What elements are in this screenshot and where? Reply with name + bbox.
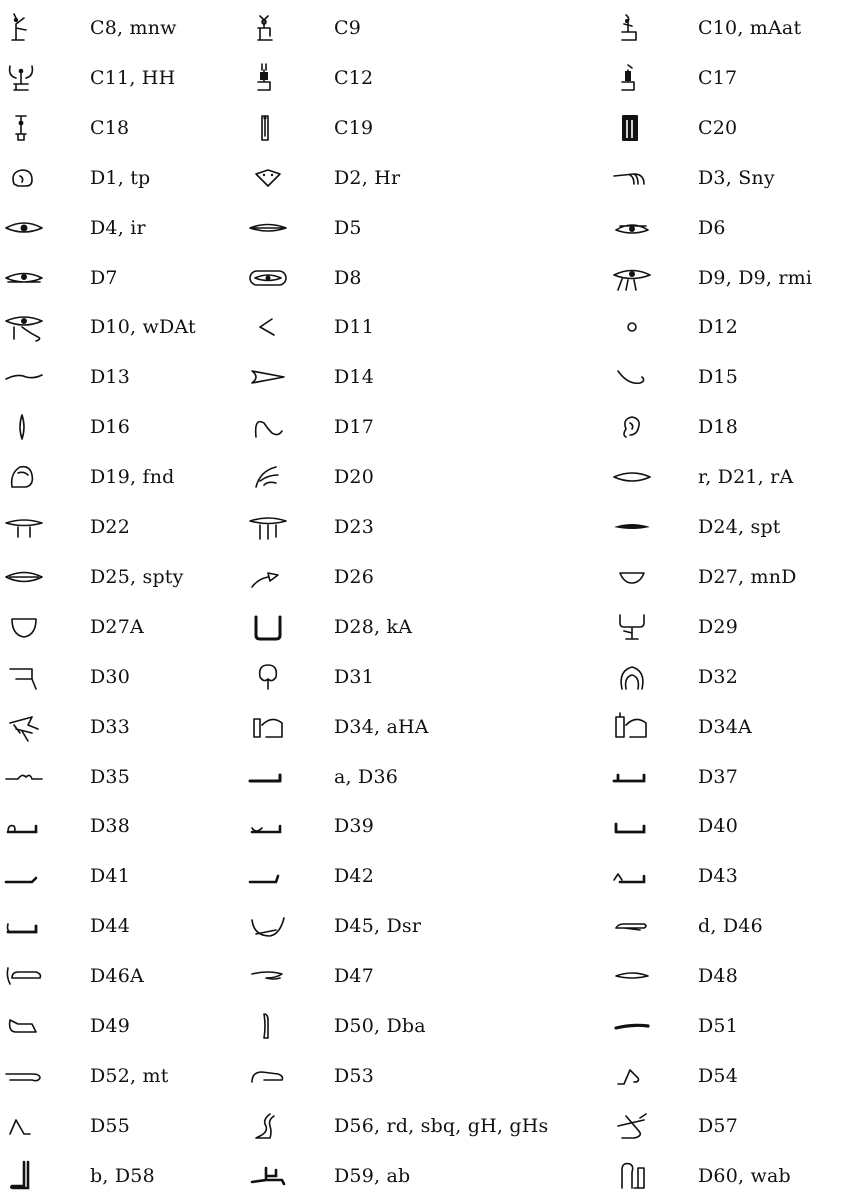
- head-profile-icon: [2, 162, 46, 194]
- sign-label: D45, Dsr: [334, 915, 422, 938]
- sign-row: [0, 607, 850, 647]
- sign-label: C11, HH: [90, 66, 176, 89]
- sign-entry: [244, 607, 608, 647]
- arm-nehbet-wand-icon: [246, 910, 290, 942]
- ka-arms-icon: [246, 611, 290, 643]
- ka-with-tail-icon: [2, 661, 46, 693]
- sign-entry: [0, 258, 244, 298]
- sign-label: D42: [334, 865, 375, 888]
- sign-label: D23: [334, 516, 375, 538]
- sign-entry: [244, 1106, 608, 1146]
- sign-label: C18: [90, 116, 130, 139]
- sign-label: C19: [334, 116, 374, 139]
- eye-weeping-icon: [610, 262, 654, 294]
- sign-entry: [608, 357, 848, 397]
- sign-label: D51: [698, 1015, 739, 1037]
- sign-entry: [0, 208, 244, 248]
- sign-label: D38: [90, 815, 131, 838]
- sign-label: a, D36: [334, 765, 399, 788]
- two-lips-icon: [2, 561, 46, 593]
- sign-label: D29: [698, 615, 739, 638]
- sign-entry: [608, 956, 848, 996]
- sign-label: D2, Hr: [334, 166, 401, 189]
- sign-entry: [0, 407, 244, 447]
- sign-entry: [608, 707, 848, 747]
- sign-label: D53: [334, 1064, 375, 1087]
- forearm-flail-icon: [610, 860, 654, 892]
- sign-entry: [608, 657, 848, 697]
- seated-goddess-maat-icon: [610, 12, 654, 44]
- sign-entry: [608, 1106, 848, 1146]
- sign-label: D14: [334, 366, 375, 389]
- sign-row: [0, 108, 850, 148]
- sign-label: D3, Sny: [698, 166, 775, 189]
- mummiform-ptah-icon: [246, 112, 290, 144]
- sign-entry: [608, 806, 848, 846]
- sign-entry: [0, 956, 244, 996]
- god-tatenen-icon: [2, 112, 46, 144]
- legs-walking-icon: [610, 1060, 654, 1092]
- forearm-palm-down-icon: [2, 860, 46, 892]
- sign-label: D41: [90, 865, 131, 888]
- arms-shield-mace-icon: [610, 711, 654, 743]
- sign-entry: [608, 1006, 848, 1046]
- sign-entry: [244, 407, 608, 447]
- sign-label: D48: [698, 965, 739, 988]
- sign-label: D28, kA: [334, 615, 413, 638]
- sign-label: D26: [334, 565, 375, 588]
- sign-entry: [0, 457, 244, 497]
- sign-entry: [0, 357, 244, 397]
- sign-entry: [0, 1056, 244, 1096]
- sign-label: D22: [90, 516, 131, 538]
- sign-entry: [244, 956, 608, 996]
- arms-shield-axe-icon: [246, 711, 290, 743]
- sign-entry: [0, 1156, 244, 1196]
- sign-entry: [244, 307, 608, 347]
- sign-entry: [608, 108, 848, 148]
- sign-row: [0, 407, 850, 447]
- sign-entry: [244, 856, 608, 896]
- sign-label: C17: [698, 66, 738, 89]
- sign-entry: [0, 58, 244, 98]
- sign-entry: [244, 657, 608, 697]
- sign-label: D8: [334, 266, 362, 289]
- wedjat-eye-icon: [2, 311, 46, 343]
- sign-row: [0, 357, 850, 397]
- sign-entry: [244, 58, 608, 98]
- sign-entry: [0, 8, 244, 48]
- sign-entry: [0, 1006, 244, 1046]
- phallus-icon: [2, 1060, 46, 1092]
- sign-row: [0, 507, 850, 547]
- sign-label: D1, tp: [90, 166, 151, 189]
- sign-entry: [608, 407, 848, 447]
- sign-entry: [0, 507, 244, 547]
- sign-entry: [244, 906, 608, 946]
- ptah-in-shrine-icon: [610, 112, 654, 144]
- sign-label: C12: [334, 66, 374, 89]
- sign-label: C10, mAat: [698, 17, 802, 39]
- sign-label: C20: [698, 116, 738, 139]
- sign-label: r, D21, rA: [698, 466, 794, 489]
- sign-label: d, D46: [698, 915, 763, 938]
- seated-goddess-hathor-icon: [246, 12, 290, 44]
- sign-row: [0, 1156, 850, 1196]
- sign-entry: [244, 507, 608, 547]
- sign-label: D4, ir: [90, 216, 146, 239]
- sign-entry: [244, 108, 608, 148]
- forearm-sekhem-icon: [2, 910, 46, 942]
- sign-label: D43: [698, 865, 739, 888]
- forearm-palm-down-bent-icon: [246, 860, 290, 892]
- finger-icon: [246, 1010, 290, 1042]
- wedjat-triangle-icon: [246, 361, 290, 393]
- sign-label: D30: [90, 665, 131, 688]
- eye-paint-icon: [246, 212, 290, 244]
- sign-label: D35: [90, 765, 131, 788]
- sign-row: [0, 856, 850, 896]
- sign-label: b, D58: [90, 1164, 155, 1187]
- sign-entry: [608, 856, 848, 896]
- hair-lock-icon: [610, 162, 654, 194]
- sign-row: [0, 657, 850, 697]
- sign-row: [0, 208, 850, 248]
- sign-entry: [608, 158, 848, 198]
- eye-antimony-icon: [2, 262, 46, 294]
- sign-entry: [0, 557, 244, 597]
- sign-entry: [0, 806, 244, 846]
- wedjat-part-icon: [246, 311, 290, 343]
- sign-entry: [244, 1156, 608, 1196]
- seated-god-montu-icon: [610, 62, 654, 94]
- sign-entry: [0, 158, 244, 198]
- sign-entry: [608, 307, 848, 347]
- sign-label: D27A: [90, 615, 144, 638]
- sign-label: D7: [90, 266, 118, 289]
- eye-enclosed-icon: [246, 262, 290, 294]
- face-icon: [246, 162, 290, 194]
- seated-god-min-icon: [2, 12, 46, 44]
- sign-row: [0, 906, 850, 946]
- sign-label: D5: [334, 216, 362, 239]
- foot-forearm-icon: [246, 1160, 290, 1192]
- sign-label: D25, spty: [90, 565, 184, 588]
- arms-rowing-icon: [2, 711, 46, 743]
- hand-curved-fingers-icon: [246, 960, 290, 992]
- sign-entry: [608, 1056, 848, 1096]
- sign-row: [0, 158, 850, 198]
- sign-label: C9: [334, 17, 362, 39]
- phallus-liquid-icon: [246, 1060, 290, 1092]
- breast-large-icon: [2, 611, 46, 643]
- sign-entry: [0, 906, 244, 946]
- sign-row: [0, 557, 850, 597]
- sign-entry: [0, 307, 244, 347]
- foot-icon: [2, 1160, 46, 1192]
- sign-entry: [244, 258, 608, 298]
- eyebrow-icon: [2, 361, 46, 393]
- sign-entry: [244, 707, 608, 747]
- sign-entry: [244, 1056, 608, 1096]
- sign-row: [0, 457, 850, 497]
- sign-row: [0, 757, 850, 797]
- sign-row: [0, 956, 850, 996]
- upper-lip-teeth-icon: [610, 511, 654, 543]
- sign-entry: [608, 58, 848, 98]
- liquid-from-lips-icon: [246, 561, 290, 593]
- sign-label: D9, D9, rmi: [698, 266, 813, 289]
- sign-label: D33: [90, 715, 131, 738]
- nose-outline-icon: [246, 461, 290, 493]
- sign-label: D40: [698, 815, 739, 838]
- sign-label: D18: [698, 416, 739, 439]
- sign-row: [0, 307, 850, 347]
- legs-walking-backwards-icon: [2, 1110, 46, 1142]
- arms-embracing-icon: [610, 661, 654, 693]
- sign-row: [0, 1006, 850, 1046]
- sign-entry: [608, 557, 848, 597]
- sign-label: D15: [698, 366, 739, 389]
- sign-label: D27, mnD: [698, 565, 797, 588]
- sign-label: D13: [90, 366, 131, 389]
- sign-label: D20: [334, 466, 375, 489]
- eye-icon: [2, 212, 46, 244]
- sign-entry: [244, 357, 608, 397]
- sign-label: D52, mt: [90, 1064, 169, 1087]
- sign-label: D24, spt: [698, 516, 781, 538]
- seated-god-amun-icon: [246, 62, 290, 94]
- nose-eye-cheek-icon: [2, 461, 46, 493]
- sign-entry: [608, 1156, 848, 1196]
- sign-label: D50, Dba: [334, 1015, 426, 1037]
- sign-label: D10, wDAt: [90, 316, 196, 339]
- horizontal-finger-icon: [610, 1010, 654, 1042]
- eye-upper-paint-icon: [610, 212, 654, 244]
- sign-label: D11: [334, 316, 375, 339]
- sign-entry: [0, 108, 244, 148]
- sign-entry: [608, 258, 848, 298]
- sign-label: D59, ab: [334, 1164, 411, 1187]
- sign-entry: [0, 757, 244, 797]
- mouth-icon: [610, 461, 654, 493]
- sign-entry: [608, 757, 848, 797]
- sign-label: D31: [334, 665, 375, 688]
- sign-entry: [608, 607, 848, 647]
- fist-icon: [2, 1010, 46, 1042]
- sign-entry: [244, 806, 608, 846]
- sign-row: [0, 1106, 850, 1146]
- sign-label: D39: [334, 815, 375, 838]
- heh-god-raised-arms-icon: [2, 62, 46, 94]
- hand-no-thumb-icon: [610, 960, 654, 992]
- sign-label: D46A: [90, 965, 144, 988]
- sign-label: D54: [698, 1064, 739, 1087]
- sign-row: [0, 707, 850, 747]
- sign-entry: [244, 1006, 608, 1046]
- sign-label: D37: [698, 765, 739, 788]
- hand-liquid-icon: [2, 960, 46, 992]
- sign-row: [0, 806, 850, 846]
- sign-label: D34, aHA: [334, 715, 429, 738]
- mouth-two-strokes-icon: [2, 511, 46, 543]
- sign-entry: [0, 657, 244, 697]
- breast-small-icon: [610, 561, 654, 593]
- sign-label: D60, wab: [698, 1164, 791, 1187]
- sign-entry: [0, 707, 244, 747]
- forearm-stick-icon: [610, 810, 654, 842]
- sign-label: D19, fnd: [90, 466, 175, 489]
- sign-label: D16: [90, 416, 131, 439]
- arms-negation-icon: [2, 761, 46, 793]
- sign-entry: [244, 208, 608, 248]
- sign-label: D55: [90, 1114, 131, 1137]
- sign-row: [0, 58, 850, 98]
- sign-label: D44: [90, 915, 131, 938]
- pupil-circle-icon: [610, 311, 654, 343]
- sign-label: D47: [334, 965, 375, 988]
- forearm-round-loaf-icon: [2, 810, 46, 842]
- sign-entry: [244, 557, 608, 597]
- arms-embracing-club-icon: [246, 661, 290, 693]
- sign-row: [0, 8, 850, 48]
- sign-entry: [608, 906, 848, 946]
- forearm-icon: [246, 761, 290, 793]
- mouth-three-strokes-icon: [246, 511, 290, 543]
- sign-row: [0, 1056, 850, 1096]
- sign-entry: [608, 8, 848, 48]
- sign-label: C8, mnw: [90, 17, 177, 39]
- wedjat-vertical-stroke-icon: [2, 411, 46, 443]
- wedjat-markings-icon: [246, 411, 290, 443]
- sign-entry: [244, 457, 608, 497]
- leg-icon: [246, 1110, 290, 1142]
- ka-on-standard-icon: [610, 611, 654, 643]
- sign-label: D49: [90, 1015, 131, 1037]
- forearm-bowl-icon: [246, 810, 290, 842]
- sign-label: D34A: [698, 715, 752, 738]
- sign-label: D17: [334, 416, 375, 439]
- sign-entry: [0, 1106, 244, 1146]
- sign-label: D6: [698, 216, 726, 239]
- sign-label: D12: [698, 316, 739, 339]
- sign-row: [0, 258, 850, 298]
- leg-with-knife-icon: [610, 1110, 654, 1142]
- sign-entry: [608, 507, 848, 547]
- sign-entry: [608, 208, 848, 248]
- sign-entry: [0, 856, 244, 896]
- foot-vase-water-icon: [610, 1160, 654, 1192]
- sign-entry: [608, 457, 848, 497]
- sign-entry: [244, 757, 608, 797]
- hand-icon: [610, 910, 654, 942]
- sign-entry: [0, 607, 244, 647]
- sign-label: D57: [698, 1114, 739, 1137]
- sign-entry: [244, 8, 608, 48]
- wedjat-stroke-icon: [610, 361, 654, 393]
- ear-icon: [610, 411, 654, 443]
- sign-label: D56, rd, sbq, gH, gHs: [334, 1114, 549, 1137]
- forearm-bread-icon: [610, 761, 654, 793]
- sign-entry: [244, 158, 608, 198]
- sign-label: D32: [698, 665, 739, 688]
